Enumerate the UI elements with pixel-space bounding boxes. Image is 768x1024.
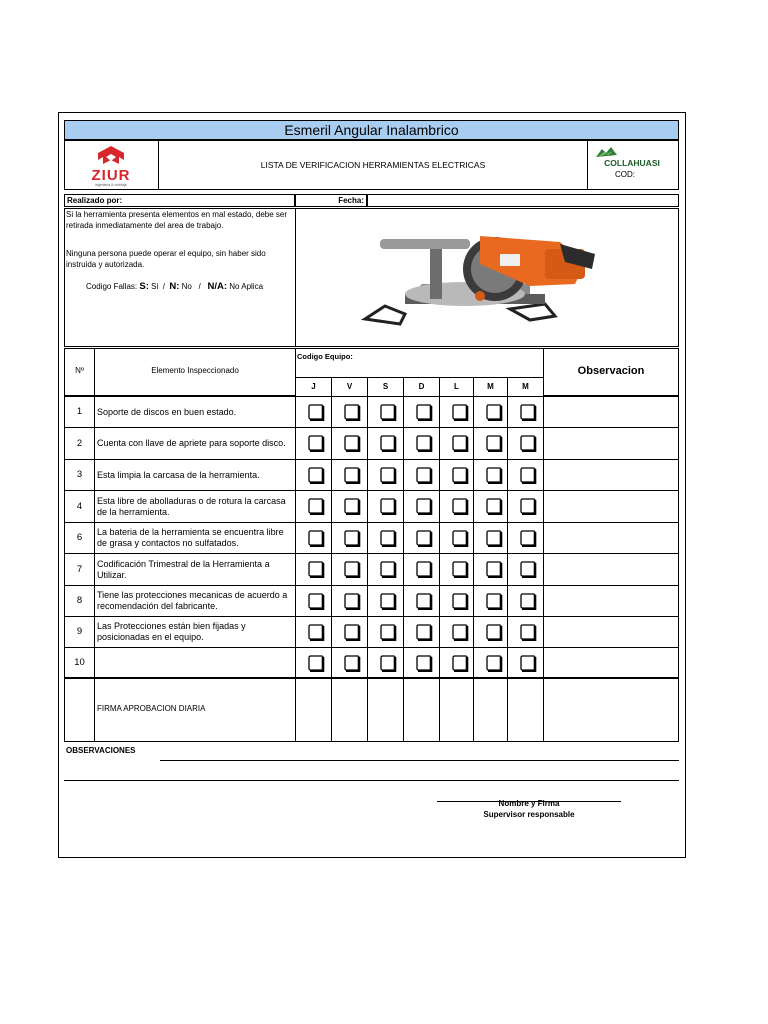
row-number: 9 xyxy=(64,616,95,648)
checkbox[interactable] xyxy=(344,467,361,484)
checkbox[interactable] xyxy=(520,655,537,672)
checkbox[interactable] xyxy=(380,435,397,452)
row-number: 4 xyxy=(64,490,95,523)
checkbox[interactable] xyxy=(520,498,537,515)
checkbox[interactable] xyxy=(308,624,325,641)
svg-text:ZIUR: ZIUR xyxy=(91,167,131,184)
checkbox[interactable] xyxy=(416,404,433,421)
checkbox[interactable] xyxy=(486,467,503,484)
checkbox[interactable] xyxy=(486,655,503,672)
checkbox[interactable] xyxy=(486,561,503,578)
checkbox[interactable] xyxy=(452,624,469,641)
codigo-fallas-prefix: Codigo Fallas: xyxy=(86,282,138,291)
checkbox[interactable] xyxy=(344,624,361,641)
checkbox[interactable] xyxy=(344,561,361,578)
tool-image xyxy=(360,224,610,340)
day-header: V xyxy=(331,377,368,397)
checkbox[interactable] xyxy=(380,561,397,578)
checkbox[interactable] xyxy=(380,593,397,610)
firma-obs-cell xyxy=(543,677,679,742)
checkbox[interactable] xyxy=(486,435,503,452)
codigo-equipo-label: Codigo Equipo: xyxy=(297,352,353,361)
checkbox[interactable] xyxy=(486,404,503,421)
table-row xyxy=(94,396,296,428)
checkbox[interactable] xyxy=(416,467,433,484)
firma-day-cell[interactable] xyxy=(439,677,474,742)
row-number: 8 xyxy=(64,585,95,617)
row-number: 1 xyxy=(64,396,95,428)
firma-day-cell[interactable] xyxy=(507,677,544,742)
checkbox[interactable] xyxy=(344,655,361,672)
checkbox[interactable] xyxy=(308,404,325,421)
codigo-n-val: No xyxy=(181,282,192,291)
checkbox[interactable] xyxy=(416,530,433,547)
checkbox[interactable] xyxy=(452,593,469,610)
observaciones-label: OBSERVACIONES xyxy=(66,746,136,755)
checkbox[interactable] xyxy=(452,435,469,452)
item-text: La bateria de la herramienta se encuentra libre de grasa y contactos no sulfatados. xyxy=(97,527,284,548)
item-text: Las Protecciones están bien fijadas y posicionadas en el equipo. xyxy=(97,621,246,642)
checkbox[interactable] xyxy=(416,655,433,672)
item-text: Esta limpia la carcasa de la herramienta. xyxy=(97,469,260,480)
codigo-na-val: No Aplica xyxy=(229,282,264,291)
checkbox[interactable] xyxy=(308,561,325,578)
observacion-cell[interactable] xyxy=(543,522,679,554)
checkbox[interactable] xyxy=(308,467,325,484)
checkbox[interactable] xyxy=(486,498,503,515)
codigo-n-key: N: xyxy=(169,281,180,292)
item-text: Tiene las protecciones mecanicas de acuerdo a recomendación del fabricante. xyxy=(97,590,288,611)
checkbox[interactable] xyxy=(520,624,537,641)
checkbox[interactable] xyxy=(308,530,325,547)
observacion-cell[interactable] xyxy=(543,490,679,523)
checkbox[interactable] xyxy=(452,404,469,421)
firma-day-cell[interactable] xyxy=(403,677,440,742)
checkbox[interactable] xyxy=(416,593,433,610)
table-row xyxy=(94,459,296,491)
observaciones-line[interactable] xyxy=(160,760,679,761)
observacion-cell[interactable] xyxy=(543,585,679,617)
codigo-na-key: N/A: xyxy=(207,281,227,292)
checkbox[interactable] xyxy=(380,467,397,484)
checkbox[interactable] xyxy=(380,498,397,515)
day-header: L xyxy=(439,377,474,397)
codigo-fallas: Codigo Fallas: S: Si / N: No / N/A: No Aplica xyxy=(86,281,264,292)
checkbox[interactable] xyxy=(380,624,397,641)
svg-text:COLLAHUASI: COLLAHUASI xyxy=(604,158,660,168)
observacion-cell[interactable] xyxy=(543,647,679,679)
col-elemento-label: Elemento Inspeccionado xyxy=(151,366,239,375)
checkbox[interactable] xyxy=(520,467,537,484)
form-title: Esmeril Angular Inalambrico xyxy=(64,120,679,140)
firma-day-cell[interactable] xyxy=(295,677,332,742)
checkbox[interactable] xyxy=(344,593,361,610)
info-divider xyxy=(295,208,296,347)
table-row xyxy=(94,427,296,460)
checkbox[interactable] xyxy=(452,530,469,547)
checkbox[interactable] xyxy=(380,655,397,672)
cod-label: COD: xyxy=(615,170,635,179)
checkbox[interactable] xyxy=(416,435,433,452)
table-row xyxy=(94,553,296,586)
checkbox[interactable] xyxy=(344,404,361,421)
checkbox[interactable] xyxy=(416,498,433,515)
collahuasi-logo xyxy=(592,146,672,168)
item-text: Codificación Trimestral de la Herramienta a Utilizar. xyxy=(97,558,270,580)
checkbox[interactable] xyxy=(520,561,537,578)
observacion-cell[interactable] xyxy=(543,616,679,648)
codigo-s-key: S: xyxy=(139,281,149,292)
checkbox[interactable] xyxy=(344,435,361,452)
item-text: Soporte de discos en buen estado. xyxy=(97,406,237,417)
observacion-cell[interactable] xyxy=(543,459,679,491)
checkbox[interactable] xyxy=(416,561,433,578)
checkbox[interactable] xyxy=(486,593,503,610)
ziur-logo xyxy=(64,140,159,190)
day-header: S xyxy=(367,377,404,397)
checkbox[interactable] xyxy=(486,530,503,547)
day-header: M xyxy=(473,377,508,397)
checkbox[interactable] xyxy=(452,467,469,484)
row-number: 10 xyxy=(64,647,95,679)
firma-day-cell[interactable] xyxy=(331,677,368,742)
day-header: J xyxy=(295,377,332,397)
checkbox[interactable] xyxy=(380,404,397,421)
checkbox[interactable] xyxy=(452,655,469,672)
checkbox[interactable] xyxy=(308,435,325,452)
checkbox[interactable] xyxy=(520,435,537,452)
instruction-text: Ninguna persona puede operar el equipo, sin haber sido instruida y autorizada. xyxy=(66,249,266,269)
firma-day-cell[interactable] xyxy=(367,677,404,742)
nombre-firma-label: Nombre y Firma xyxy=(498,799,560,808)
table-row xyxy=(94,585,296,617)
checkbox[interactable] xyxy=(308,593,325,610)
table-row xyxy=(94,522,296,554)
checkbox[interactable] xyxy=(344,498,361,515)
checkbox[interactable] xyxy=(308,498,325,515)
table-row xyxy=(94,616,296,648)
observaciones-line[interactable] xyxy=(64,780,679,781)
checkbox[interactable] xyxy=(520,530,537,547)
row-number: 2 xyxy=(64,427,95,460)
observacion-cell[interactable] xyxy=(543,396,679,428)
col-n-label: Nº xyxy=(75,366,84,375)
firma-aprobacion-label: FIRMA APROBACION DIARIA xyxy=(97,704,206,713)
list-title: LISTA DE VERIFICACION HERRAMIENTAS ELECTRICAS xyxy=(159,140,588,190)
col-observacion-label: Observacion xyxy=(577,365,645,377)
observacion-cell[interactable] xyxy=(543,427,679,460)
day-header: M xyxy=(507,377,544,397)
checkbox[interactable] xyxy=(344,530,361,547)
codigo-s-val: Si xyxy=(151,282,159,291)
table-row xyxy=(94,490,296,523)
instruction-text: Si la herramienta presenta elementos en mal estado, debe ser retirada inmediatamente del area de trabajo. xyxy=(66,210,288,230)
checkbox[interactable] xyxy=(520,593,537,610)
item-text: Cuenta con llave de apriete para soporte disco. xyxy=(97,438,286,448)
firma-n-cell xyxy=(64,677,95,742)
supervisor-label: Supervisor responsable xyxy=(483,810,575,819)
checkbox[interactable] xyxy=(486,624,503,641)
row-number: 6 xyxy=(64,522,95,554)
checkbox[interactable] xyxy=(308,655,325,672)
day-header: D xyxy=(403,377,440,397)
item-text: Esta libre de abolladuras o de rotura la carcasa de la herramienta. xyxy=(97,495,286,517)
checkbox[interactable] xyxy=(520,404,537,421)
table-row xyxy=(94,647,296,679)
svg-text:ingenieria & montaje: ingenieria & montaje xyxy=(95,183,127,187)
fecha-field[interactable] xyxy=(367,194,679,207)
row-number: 7 xyxy=(64,553,95,586)
firma-day-cell[interactable] xyxy=(473,677,508,742)
checkbox[interactable] xyxy=(416,624,433,641)
fecha-label: Fecha: xyxy=(295,194,367,207)
observacion-cell[interactable] xyxy=(543,553,679,586)
checkbox[interactable] xyxy=(452,561,469,578)
checkbox[interactable] xyxy=(380,530,397,547)
realizado-label: Realizado por: xyxy=(64,194,295,207)
checkbox[interactable] xyxy=(452,498,469,515)
row-number: 3 xyxy=(64,459,95,491)
